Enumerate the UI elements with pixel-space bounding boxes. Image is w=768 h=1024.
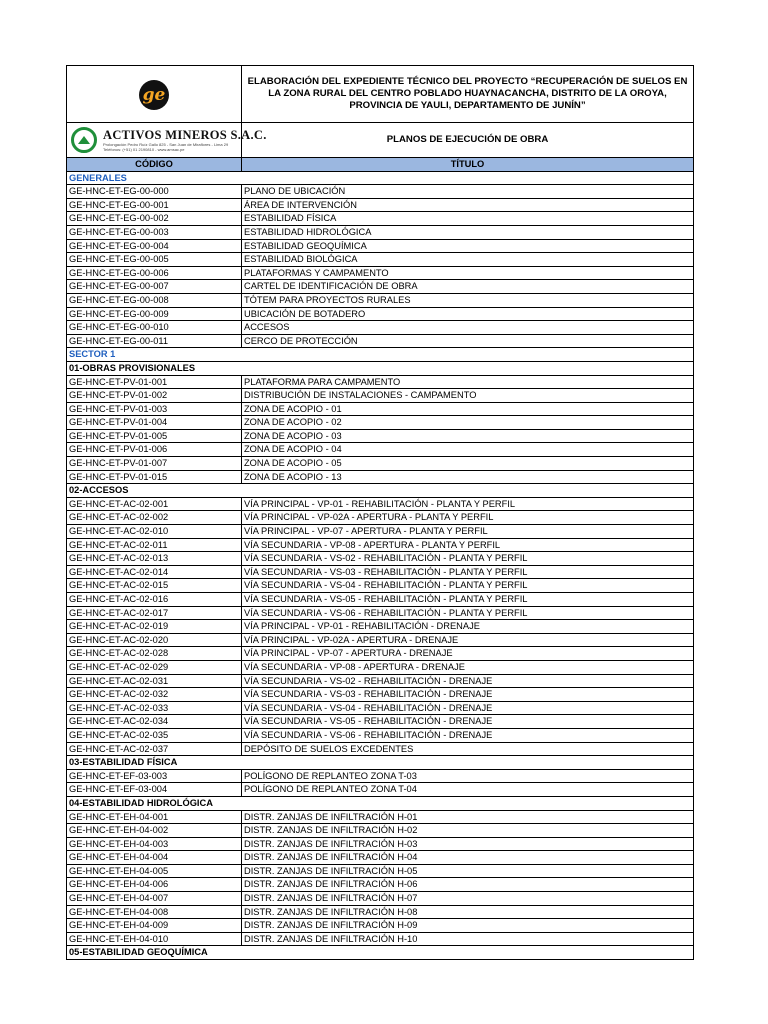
drawing-code: GE-HNC-ET-AC-02-011 [67, 538, 242, 552]
drawing-code: GE-HNC-ET-AC-02-017 [67, 606, 242, 620]
drawing-code: GE-HNC-ET-AC-02-020 [67, 633, 242, 647]
drawing-code: GE-HNC-ET-AC-02-013 [67, 552, 242, 566]
company-contact: Teléfonos: (+51) 01 2190810 - www.amsac.pe [103, 146, 185, 152]
drawing-code: GE-HNC-ET-EG-00-004 [67, 239, 242, 253]
column-header-row [67, 158, 694, 172]
table-row [67, 742, 694, 756]
document-sheet [66, 65, 693, 960]
drawing-title: ZONA DE ACOPIO - 13 [242, 470, 694, 484]
drawing-code: GE-HNC-ET-EH-04-003 [67, 837, 242, 851]
drawing-title: VÍA PRINCIPAL - VP-02A - APERTURA - DRENAJE [242, 633, 694, 647]
drawing-title: CERCO DE PROTECCIÓN [242, 334, 694, 348]
drawing-code: GE-HNC-ET-EH-04-007 [67, 892, 242, 906]
drawing-code: GE-HNC-ET-EG-00-008 [67, 293, 242, 307]
category-heading-row [67, 946, 694, 960]
drawing-code: GE-HNC-ET-EG-00-002 [67, 212, 242, 226]
table-row [67, 334, 694, 348]
drawing-title: ESTABILIDAD GEOQUÍMICA [242, 239, 694, 253]
drawing-code: GE-HNC-ET-EH-04-006 [67, 878, 242, 892]
drawing-title: DISTR. ZANJAS DE INFILTRACIÓN H-02 [242, 824, 694, 838]
table-row [67, 470, 694, 484]
table-row [67, 280, 694, 294]
drawing-title: PLATAFORMA PARA CAMPAMENTO [242, 375, 694, 389]
drawing-code: GE-HNC-ET-PV-01-002 [67, 389, 242, 403]
drawing-title: ESTABILIDAD HIDROLÓGICA [242, 225, 694, 239]
drawing-title: VÍA SECUNDARIA - VS-04 - REHABILITACIÓN - PLANTA Y PERFIL [242, 579, 694, 593]
drawing-title: ESTABILIDAD FÍSICA [242, 212, 694, 226]
table-row [67, 239, 694, 253]
group-heading-row [67, 171, 694, 185]
drawing-title: DISTR. ZANJAS DE INFILTRACIÓN H-07 [242, 892, 694, 906]
table-row [67, 416, 694, 430]
table-row [67, 864, 694, 878]
drawing-code: GE-HNC-ET-PV-01-006 [67, 443, 242, 457]
drawing-code: GE-HNC-ET-EG-00-007 [67, 280, 242, 294]
group-heading: SECTOR 1 [67, 348, 694, 362]
drawing-code: GE-HNC-ET-EH-04-009 [67, 919, 242, 933]
column-header-code: CÓDIGO [67, 158, 242, 172]
drawing-code: GE-HNC-ET-EG-00-011 [67, 334, 242, 348]
table-row [67, 919, 694, 933]
drawing-title: VÍA SECUNDARIA - VP-08 - APERTURA - DRENAJE [242, 660, 694, 674]
category-heading: 02-ACCESOS [67, 484, 694, 498]
drawing-code: GE-HNC-ET-EF-03-003 [67, 769, 242, 783]
drawing-code: GE-HNC-ET-AC-02-019 [67, 620, 242, 634]
table-row [67, 824, 694, 838]
drawing-code: GE-HNC-ET-EH-04-010 [67, 932, 242, 946]
drawing-title: POLÍGONO DE REPLANTEO ZONA T-04 [242, 783, 694, 797]
table-row [67, 402, 694, 416]
company-logo-cell [67, 123, 267, 158]
table-row [67, 769, 694, 783]
drawing-title: DISTR. ZANJAS DE INFILTRACIÓN H-09 [242, 919, 694, 933]
ge-logo-icon [139, 80, 169, 110]
drawing-title: VÍA SECUNDARIA - VS-05 - REHABILITACIÓN - PLANTA Y PERFIL [242, 593, 694, 607]
table-row [67, 307, 694, 321]
drawing-title: POLÍGONO DE REPLANTEO ZONA T-03 [242, 769, 694, 783]
project-title: ELABORACIÓN DEL EXPEDIENTE TÉCNICO DEL PROYECTO “RECUPERACIÓN DE SUELOS EN LA ZONA RURAL DEL CENTRO POBLADO HUAYNACANCHA, DISTRITO DE LA OROYA, PROVINCIA DE YAULI, DEPARTAMENTO DE JUNÍN” [242, 66, 694, 123]
drawing-title: DISTR. ZANJAS DE INFILTRACIÓN H-05 [242, 864, 694, 878]
drawing-code: GE-HNC-ET-AC-02-016 [67, 593, 242, 607]
category-heading: 05-ESTABILIDAD GEOQUÍMICA [67, 946, 694, 960]
drawing-code: GE-HNC-ET-EG-00-005 [67, 253, 242, 267]
drawing-title: VÍA PRINCIPAL - VP-07 - APERTURA - DRENAJE [242, 647, 694, 661]
category-heading: 04-ESTABILIDAD HIDROLÓGICA [67, 796, 694, 810]
table-row [67, 321, 694, 335]
table-row [67, 660, 694, 674]
drawing-code: GE-HNC-ET-PV-01-005 [67, 429, 242, 443]
ge-logo-text: ge [142, 85, 166, 106]
table-row [67, 593, 694, 607]
category-heading-row [67, 484, 694, 498]
table-row [67, 375, 694, 389]
drawing-title: ZONA DE ACOPIO - 04 [242, 443, 694, 457]
table-row [67, 443, 694, 457]
drawing-title: UBICACIÓN DE BOTADERO [242, 307, 694, 321]
drawing-title: ZONA DE ACOPIO - 05 [242, 457, 694, 471]
table-row [67, 266, 694, 280]
drawing-title: PLANO DE UBICACIÓN [242, 185, 694, 199]
drawing-code: GE-HNC-ET-AC-02-002 [67, 511, 242, 525]
drawing-title: VÍA SECUNDARIA - VS-03 - REHABILITACIÓN - PLANTA Y PERFIL [242, 565, 694, 579]
table-row [67, 389, 694, 403]
table-row [67, 783, 694, 797]
drawing-code: GE-HNC-ET-AC-02-010 [67, 525, 242, 539]
table-row [67, 185, 694, 199]
table-row [67, 701, 694, 715]
drawing-title: VÍA PRINCIPAL - VP-01 - REHABILITACIÓN - PLANTA Y PERFIL [242, 497, 694, 511]
drawing-code: GE-HNC-ET-AC-02-035 [67, 728, 242, 742]
drawing-code: GE-HNC-ET-PV-01-001 [67, 375, 242, 389]
table-row [67, 878, 694, 892]
drawing-title: DISTR. ZANJAS DE INFILTRACIÓN H-04 [242, 851, 694, 865]
drawing-code: GE-HNC-ET-EH-04-004 [67, 851, 242, 865]
drawing-code: GE-HNC-ET-AC-02-033 [67, 701, 242, 715]
table-row [67, 253, 694, 267]
drawing-code: GE-HNC-ET-EH-04-005 [67, 864, 242, 878]
table-row [67, 728, 694, 742]
drawing-code: GE-HNC-ET-AC-02-001 [67, 497, 242, 511]
group-heading-row [67, 348, 694, 362]
drawing-title: VÍA SECUNDARIA - VS-06 - REHABILITACIÓN - PLANTA Y PERFIL [242, 606, 694, 620]
drawing-title: VÍA SECUNDARIA - VS-04 - REHABILITACIÓN - DRENAJE [242, 701, 694, 715]
drawing-code: GE-HNC-ET-AC-02-014 [67, 565, 242, 579]
drawing-title: DISTR. ZANJAS DE INFILTRACIÓN H-10 [242, 932, 694, 946]
table-row [67, 715, 694, 729]
drawing-code: GE-HNC-ET-PV-01-015 [67, 470, 242, 484]
table-row [67, 688, 694, 702]
header-row-bottom [67, 123, 694, 158]
drawing-code: GE-HNC-ET-AC-02-034 [67, 715, 242, 729]
drawing-code: GE-HNC-ET-EH-04-001 [67, 810, 242, 824]
drawing-title: ZONA DE ACOPIO - 03 [242, 429, 694, 443]
drawing-code: GE-HNC-ET-EF-03-004 [67, 783, 242, 797]
category-heading-row [67, 796, 694, 810]
drawing-code: GE-HNC-ET-PV-01-003 [67, 402, 242, 416]
drawing-code: GE-HNC-ET-EG-00-006 [67, 266, 242, 280]
drawing-code: GE-HNC-ET-AC-02-037 [67, 742, 242, 756]
drawing-code: GE-HNC-ET-EH-04-002 [67, 824, 242, 838]
drawing-title: PLATAFORMAS Y CAMPAMENTO [242, 266, 694, 280]
table-row [67, 429, 694, 443]
drawing-title: VÍA SECUNDARIA - VS-03 - REHABILITACIÓN - DRENAJE [242, 688, 694, 702]
drawings-index-table [66, 65, 694, 960]
drawing-title: VÍA PRINCIPAL - VP-01 - REHABILITACIÓN - DRENAJE [242, 620, 694, 634]
table-row [67, 932, 694, 946]
document-title: PLANOS DE EJECUCIÓN DE OBRA [242, 123, 694, 158]
table-row [67, 837, 694, 851]
drawing-code: GE-HNC-ET-EG-00-003 [67, 225, 242, 239]
header-row-top [67, 66, 694, 123]
table-row [67, 579, 694, 593]
drawing-title: ÁREA DE INTERVENCIÓN [242, 198, 694, 212]
drawing-title: VÍA SECUNDARIA - VS-02 - REHABILITACIÓN - PLANTA Y PERFIL [242, 552, 694, 566]
category-heading: 03-ESTABILIDAD FÍSICA [67, 756, 694, 770]
table-row [67, 606, 694, 620]
group-heading: GENERALES [67, 171, 694, 185]
drawing-title: DISTR. ZANJAS DE INFILTRACIÓN H-06 [242, 878, 694, 892]
drawing-code: GE-HNC-ET-PV-01-007 [67, 457, 242, 471]
drawing-title: DISTR. ZANJAS DE INFILTRACIÓN H-08 [242, 905, 694, 919]
table-row [67, 892, 694, 906]
table-row [67, 565, 694, 579]
table-row [67, 538, 694, 552]
table-row [67, 525, 694, 539]
drawing-title: VÍA SECUNDARIA - VP-08 - APERTURA - PLANTA Y PERFIL [242, 538, 694, 552]
drawing-code: GE-HNC-ET-EH-04-008 [67, 905, 242, 919]
drawing-title: CARTEL DE IDENTIFICACIÓN DE OBRA [242, 280, 694, 294]
drawing-code: GE-HNC-ET-AC-02-028 [67, 647, 242, 661]
table-row [67, 633, 694, 647]
drawing-code: GE-HNC-ET-AC-02-031 [67, 674, 242, 688]
drawing-code: GE-HNC-ET-EG-00-009 [67, 307, 242, 321]
drawing-title: ZONA DE ACOPIO - 01 [242, 402, 694, 416]
ge-logo-cell [67, 66, 242, 123]
drawing-title: DISTRIBUCIÓN DE INSTALACIONES - CAMPAMENTO [242, 389, 694, 403]
drawing-code: GE-HNC-ET-AC-02-029 [67, 660, 242, 674]
table-row [67, 511, 694, 525]
table-row [67, 647, 694, 661]
drawing-title: DEPÓSITO DE SUELOS EXCEDENTES [242, 742, 694, 756]
drawing-code: GE-HNC-ET-EG-00-000 [67, 185, 242, 199]
drawing-code: GE-HNC-ET-PV-01-004 [67, 416, 242, 430]
category-heading-row [67, 756, 694, 770]
category-heading-row [67, 361, 694, 375]
column-header-title: TÍTULO [242, 158, 694, 172]
drawing-title: ESTABILIDAD BIOLÓGICA [242, 253, 694, 267]
drawing-title: VÍA SECUNDARIA - VS-06 - REHABILITACIÓN - DRENAJE [242, 728, 694, 742]
drawing-title: VÍA PRINCIPAL - VP-07 - APERTURA - PLANTA Y PERFIL [242, 525, 694, 539]
table-row [67, 552, 694, 566]
table-row [67, 674, 694, 688]
drawing-code: GE-HNC-ET-EG-00-001 [67, 198, 242, 212]
drawing-title: VÍA SECUNDARIA - VS-05 - REHABILITACIÓN - DRENAJE [242, 715, 694, 729]
drawing-title: ACCESOS [242, 321, 694, 335]
table-row [67, 225, 694, 239]
drawing-title: VÍA PRINCIPAL - VP-02A - APERTURA - PLANTA Y PERFIL [242, 511, 694, 525]
drawing-title: TÓTEM PARA PROYECTOS RURALES [242, 293, 694, 307]
drawing-title: ZONA DE ACOPIO - 02 [242, 416, 694, 430]
drawing-title: VÍA SECUNDARIA - VS-02 - REHABILITACIÓN - DRENAJE [242, 674, 694, 688]
company-address: Prolongación Pedro Ruíz Gallo 825 - San Juan de Miraflores - Lima 29 [103, 141, 229, 147]
mountain-emblem-icon [71, 127, 97, 153]
table-row [67, 497, 694, 511]
table-row [67, 810, 694, 824]
table-row [67, 905, 694, 919]
table-row [67, 620, 694, 634]
table-row [67, 198, 694, 212]
drawing-code: GE-HNC-ET-AC-02-015 [67, 579, 242, 593]
category-heading: 01-OBRAS PROVISIONALES [67, 361, 694, 375]
drawing-code: GE-HNC-ET-AC-02-032 [67, 688, 242, 702]
drawing-title: DISTR. ZANJAS DE INFILTRACIÓN H-01 [242, 810, 694, 824]
table-row [67, 293, 694, 307]
drawing-title: DISTR. ZANJAS DE INFILTRACIÓN H-03 [242, 837, 694, 851]
table-row [67, 212, 694, 226]
table-row [67, 457, 694, 471]
company-name: ACTIVOS MINEROS S.A.C. [103, 127, 267, 142]
drawing-code: GE-HNC-ET-EG-00-010 [67, 321, 242, 335]
table-row [67, 851, 694, 865]
